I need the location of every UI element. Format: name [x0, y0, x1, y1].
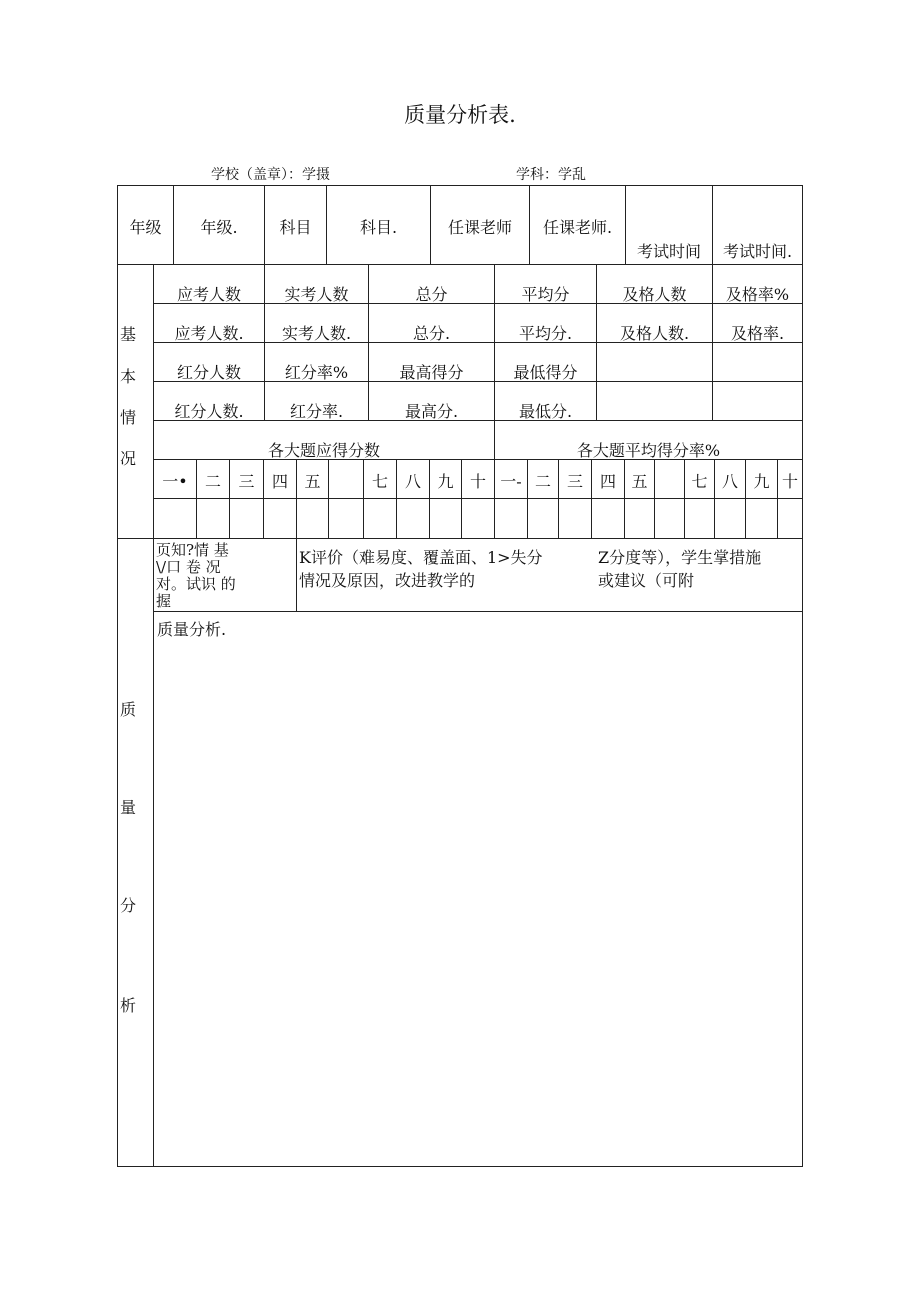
stat-label: 及格率%	[725, 285, 790, 304]
question-number: 一•	[162, 472, 188, 491]
grade-value: 年级.	[200, 218, 238, 237]
stat-value: 红分人数.	[174, 402, 244, 421]
question-number: 五	[304, 472, 321, 491]
prompt-line-1a: K评价（难易度、覆盖面、1>失分	[299, 548, 543, 567]
stat-label: 及格人数	[622, 285, 687, 304]
analysis-side-label-3: 分	[119, 896, 136, 915]
basic-side-label-2: 本	[119, 367, 136, 386]
stat-value: 总分.	[412, 324, 451, 343]
analysis-body-label: 质量分析.	[157, 620, 227, 639]
section-average-rate: 各大题平均得分率%	[576, 441, 721, 460]
stat-label: 红分率%	[284, 363, 349, 382]
stat-label: 最低得分	[513, 363, 578, 382]
prompt-line-2b: 或建议（可附	[598, 571, 695, 590]
stat-label: 应考人数	[176, 285, 241, 304]
stat-label: 红分人数	[176, 363, 241, 382]
basic-side-label-1: 基	[119, 325, 136, 344]
question-number: 三	[238, 472, 255, 491]
garbled-prompt-line: 页知?情 基	[156, 541, 229, 559]
question-number: 三	[566, 472, 583, 491]
exam-time-label: 考试时间	[636, 242, 701, 261]
school-field: 学校（盖章）：学摄	[211, 167, 330, 183]
basic-side-label-3: 情	[119, 408, 136, 427]
stat-value: 及格人数.	[619, 324, 690, 343]
stat-value: 应考人数.	[174, 324, 244, 343]
question-number: 一-	[500, 472, 522, 491]
garbled-prompt-line: \/口 卷 况	[156, 558, 221, 576]
question-number: 四	[271, 472, 288, 491]
question-number: 四	[599, 472, 616, 491]
stat-label: 最高得分	[399, 363, 464, 382]
question-number: 八	[404, 472, 421, 491]
subject-field: 学科：学乱	[516, 167, 586, 183]
stat-label: 实考人数	[284, 285, 349, 304]
analysis-side-label-2: 量	[119, 798, 136, 817]
exam-time-value: 考试时间.	[722, 242, 793, 261]
question-number: 二	[534, 472, 551, 491]
stat-label: 总分	[415, 285, 448, 304]
stat-value: 平均分.	[518, 324, 573, 343]
stat-value: 红分率.	[289, 402, 344, 421]
analysis-side-label-1: 质	[119, 700, 136, 719]
stat-value: 最低分.	[518, 402, 573, 421]
question-number: 十	[469, 472, 486, 491]
question-number: 五	[631, 472, 648, 491]
teacher-label: 任课老师	[447, 218, 512, 237]
grade-label: 年级	[129, 218, 162, 237]
garbled-prompt-line: 握	[156, 592, 172, 610]
prompt-line-2a: 情况及原因，改进教学的	[299, 571, 476, 590]
stat-value: 实考人数.	[281, 324, 352, 343]
stat-value: 及格率.	[730, 324, 785, 343]
subject-value: 科目.	[359, 218, 398, 237]
question-number: 九	[437, 472, 454, 491]
teacher-value: 任课老师.	[542, 218, 613, 237]
stat-label: 平均分	[521, 285, 570, 304]
question-number: 七	[371, 472, 388, 491]
section-expected-scores: 各大题应得分数	[267, 441, 380, 460]
question-number: 七	[691, 472, 708, 491]
page-title: 质量分析表.	[404, 103, 516, 127]
question-number: 二	[204, 472, 221, 491]
stat-value: 最高分.	[404, 402, 459, 421]
subject-label: 科目	[279, 218, 312, 237]
basic-side-label-4: 况	[119, 449, 136, 468]
garbled-prompt-line: 对。试识 的	[156, 575, 236, 593]
question-number: 八	[721, 472, 738, 491]
question-number: 九	[753, 472, 770, 491]
question-number: 十	[781, 472, 798, 491]
prompt-line-1b: Z分度等），学生掌措施	[598, 548, 762, 567]
analysis-side-label-4: 析	[119, 996, 136, 1015]
